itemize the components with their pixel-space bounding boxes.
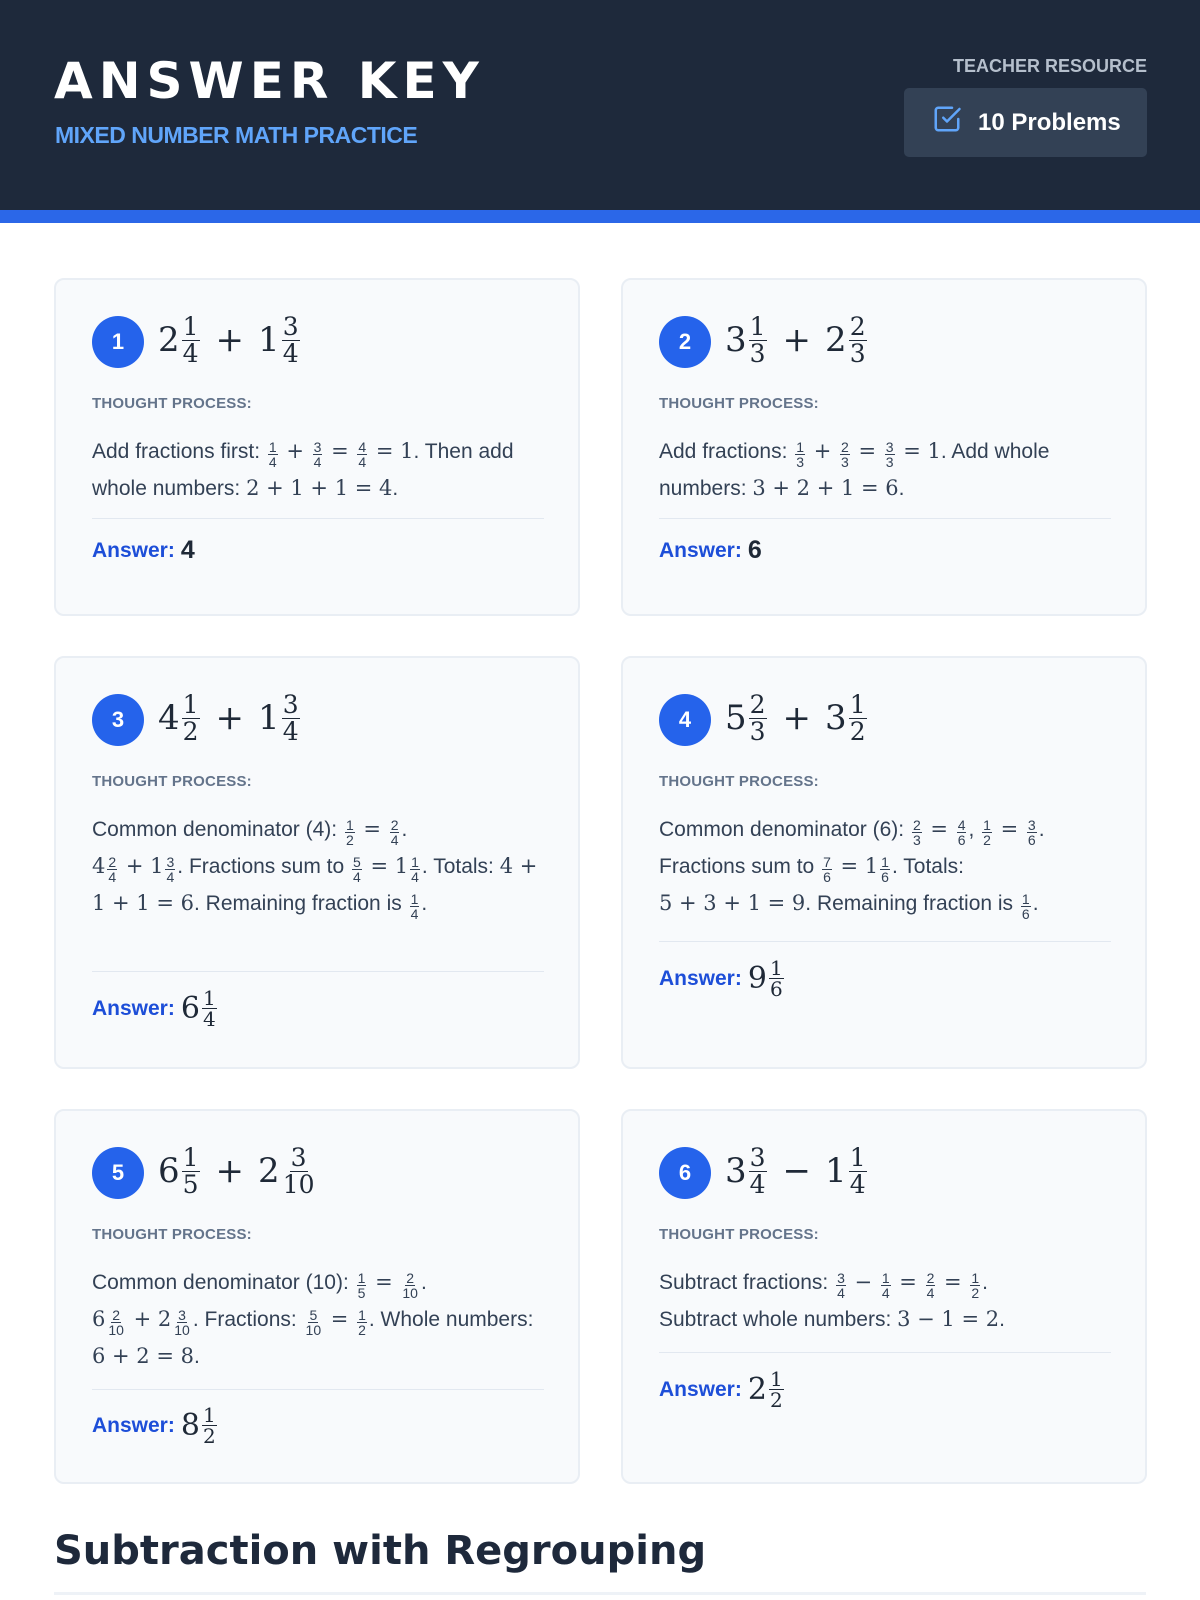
section-title: Subtraction with Regrouping: [54, 1528, 707, 1574]
problem-number-badge: 2: [659, 316, 711, 368]
thought-process-label: THOUGHT PROCESS:: [659, 1226, 819, 1243]
thought-process-label: THOUGHT PROCESS:: [659, 395, 819, 412]
answer-label: Answer:: [92, 538, 175, 562]
problem-expression: 4 $\frac{1}{2}$ + 1 $\frac{3}{4}$: [158, 690, 299, 746]
thought-process-label: THOUGHT PROCESS:: [92, 773, 252, 790]
header-accent-bar: [0, 210, 1200, 223]
divider: [92, 971, 544, 972]
answer-label: Answer:: [659, 966, 742, 990]
answer-row: [92, 536, 195, 565]
problem-number-badge: 5: [92, 1147, 144, 1199]
problem-card-3: [54, 656, 580, 1069]
thought-process-text: Add fractions first: $\frac{1}{4}$ + $\frac{3}{4}$ = $\frac{4}{4}$ = 1. Then add whole numbers: 2 + 1 + 1 = 4.: [92, 438, 514, 500]
section-divider: [54, 1592, 1146, 1595]
answer-value: 4: [180, 536, 195, 564]
answer-row: [659, 958, 786, 999]
page-subtitle: MIXED NUMBER MATH PRACTICE: [55, 122, 418, 148]
answer-row: [659, 1369, 786, 1410]
problem-card-1: [54, 278, 580, 616]
answer-label: Answer:: [659, 1377, 742, 1401]
answer-label: Answer:: [659, 538, 742, 562]
answer-label: Answer:: [92, 1413, 175, 1437]
divider: [92, 1389, 544, 1390]
problem-number-badge: 1: [92, 316, 144, 368]
thought-process-text: Common denominator (4): $\frac{1}{2}$ = $\frac{2}{4}$ . 4 $\frac{2}{4}$ + 1 $\frac{3}{4}$ . Fractions sum to $\frac{5}{4}$ = 1 $\frac{1}{4}$ . Totals: 4 + 1 + 1 = 6. Remaining fraction is $\frac{1}{4}$ .: [92, 816, 538, 922]
problems-count-label: 10 Problems: [978, 108, 1121, 136]
problem-card-2: [621, 278, 1147, 616]
problem-expression: 3 $\frac{1}{3}$ + 2 $\frac{2}{3}$: [725, 312, 866, 368]
thought-process-text: Add fractions: $\frac{1}{3}$ + $\frac{2}{3}$ = $\frac{3}{3}$ = 1. Add whole numbers: 3 + 2 + 1 = 6.: [659, 438, 1050, 500]
divider: [659, 941, 1111, 942]
thought-process-text: Common denominator (6): $\frac{2}{3}$ = $\frac{4}{6}$ , $\frac{1}{2}$ = $\frac{3}{6}$ . Fractions sum to $\frac{7}{6}$ = 1 $\frac{1}{6}$ . Totals: 5 + 3 + 1 = 9. Remaining fraction is $\frac{1}{6}$ .: [659, 816, 1045, 922]
problem-expression: 2 $\frac{1}{4}$ + 1 $\frac{3}{4}$: [158, 312, 299, 368]
problem-card-4: [621, 656, 1147, 1069]
header: [0, 0, 1200, 210]
thought-process-label: THOUGHT PROCESS:: [92, 1226, 252, 1243]
problem-number-badge: 4: [659, 694, 711, 746]
problem-number-badge: 3: [92, 694, 144, 746]
page-title: ANSWER KEY: [54, 52, 485, 110]
divider: [659, 1352, 1111, 1353]
answer-row: [92, 988, 219, 1029]
answer-row: [92, 1405, 219, 1446]
answer-value: 6 $\frac{1}{4}$: [180, 986, 216, 1031]
checkbox-icon: [932, 104, 978, 141]
answer-value: 9 $\frac{1}{6}$: [747, 956, 783, 1001]
problem-card-6: [621, 1109, 1147, 1484]
divider: [659, 518, 1111, 519]
problems-count-button[interactable]: [904, 88, 1147, 157]
problem-card-5: [54, 1109, 580, 1484]
answer-label: Answer:: [92, 996, 175, 1020]
problem-expression: 3 $\frac{3}{4}$ − 1 $\frac{1}{4}$: [725, 1143, 866, 1199]
answer-value: 6: [747, 536, 762, 564]
divider: [92, 518, 544, 519]
answer-value: 2 $\frac{1}{2}$: [747, 1367, 783, 1412]
problem-expression: 6 $\frac{1}{5}$ + 2 $\frac{3}{10}$: [158, 1143, 315, 1199]
resource-label: TEACHER RESOURCE: [952, 56, 1147, 76]
problem-expression: 5 $\frac{2}{3}$ + 3 $\frac{1}{2}$: [725, 690, 866, 746]
thought-process-label: THOUGHT PROCESS:: [92, 395, 252, 412]
problem-number-badge: 6: [659, 1147, 711, 1199]
thought-process-text: Subtract fractions: $\frac{3}{4}$ − $\frac{1}{4}$ = $\frac{2}{4}$ = $\frac{1}{2}$ . Subtract whole numbers: 3 − 1 = 2.: [659, 1269, 1005, 1331]
thought-process-text: Common denominator (10): $\frac{1}{5}$ = $\frac{2}{10}$ . 6 $\frac{2}{10}$ + 2 $\frac{3}{10}$ . Fractions: $\frac{5}{10}$ = $\frac{1}{2}$ . Whole numbers: 6 + 2 = 8.: [92, 1269, 534, 1368]
thought-process-label: THOUGHT PROCESS:: [659, 773, 819, 790]
answer-value: 8 $\frac{1}{2}$: [180, 1403, 216, 1448]
answer-row: [659, 536, 762, 565]
